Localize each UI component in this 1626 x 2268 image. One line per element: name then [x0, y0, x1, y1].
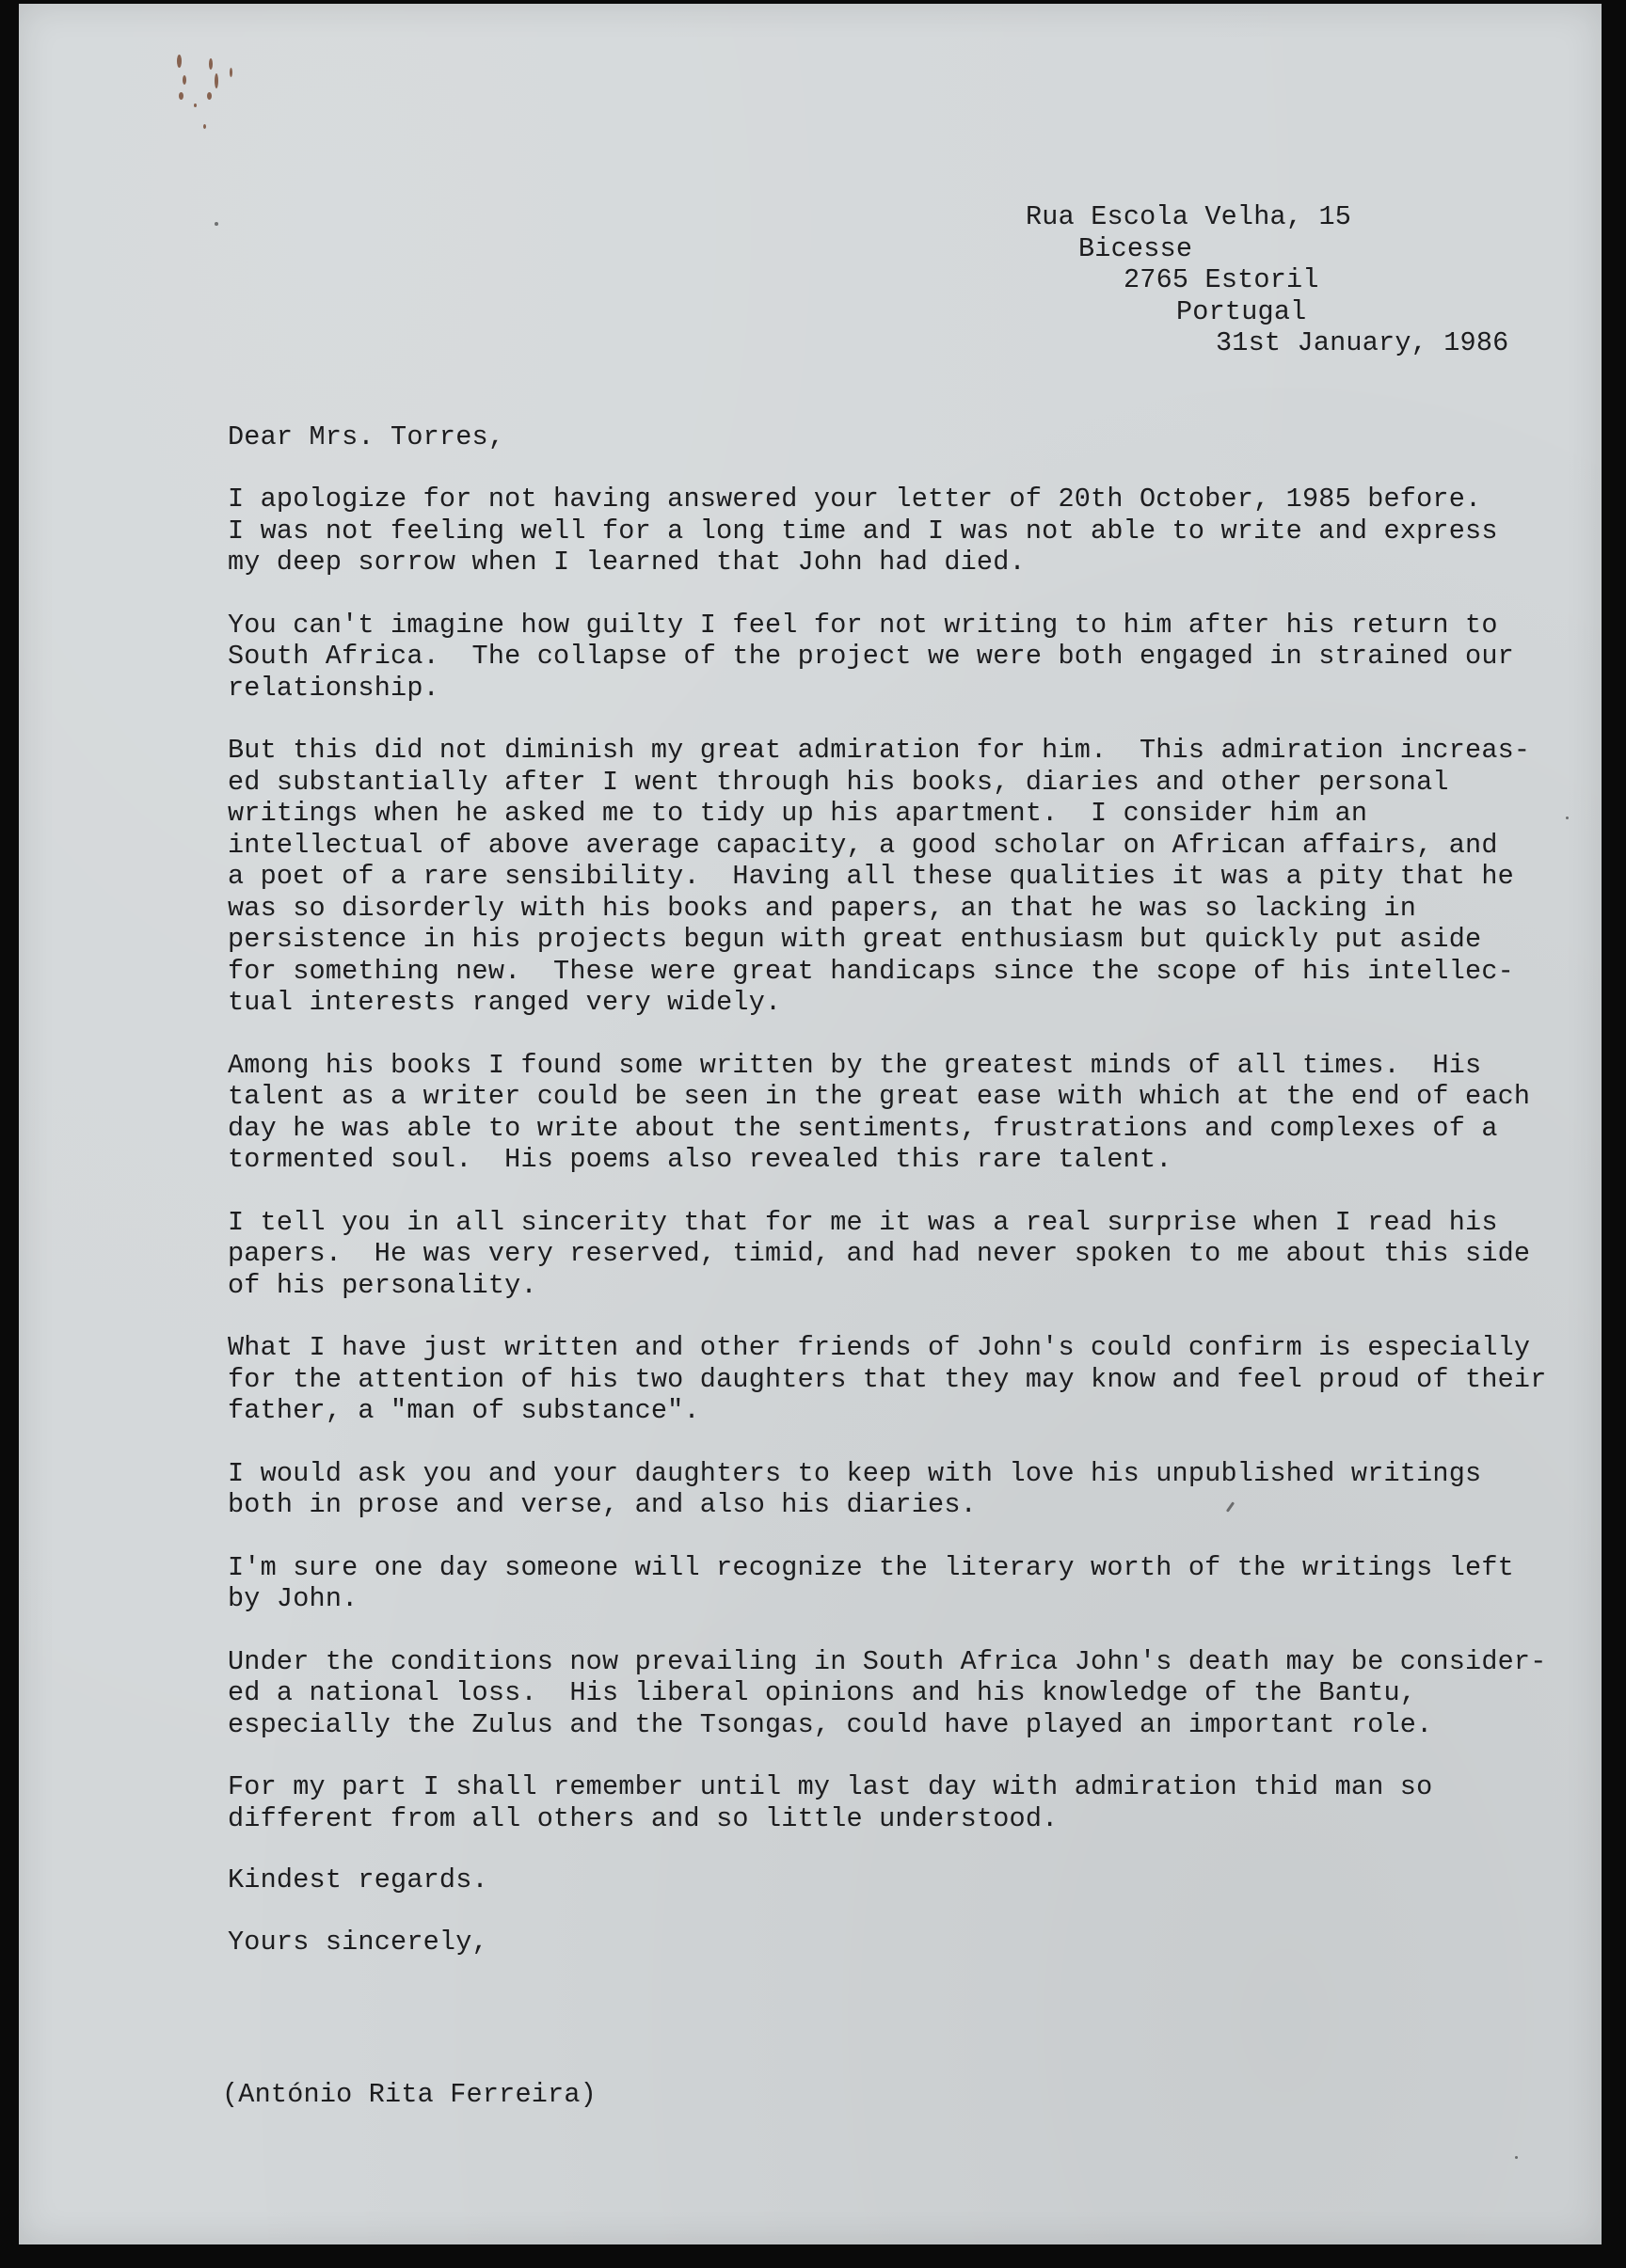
- body-line: both in prose and verse, and also his diaries.: [228, 1489, 977, 1520]
- body-line: a poet of a rare sensibility. Having all these qualities it was a pity that he: [228, 861, 1514, 892]
- body-line: especially the Zulus and the Tsongas, could have played an important role.: [228, 1708, 1433, 1740]
- body-line: South Africa. The collapse of the project we were both engaged in strained our: [228, 641, 1514, 672]
- body-line: father, a "man of substance".: [228, 1395, 700, 1426]
- body-line: relationship.: [228, 672, 439, 704]
- paper-speck: [1515, 2156, 1518, 2159]
- body-paragraph: [228, 1646, 1583, 1741]
- body-line: papers. He was very reserved, timid, and had never spoken to me about this side: [228, 1238, 1531, 1269]
- closing-sincerely: Yours sincerely,: [228, 1927, 488, 1958]
- address-locality: Bicesse: [1078, 232, 1193, 264]
- body-paragraph: [228, 1332, 1583, 1427]
- salutation: Dear Mrs. Torres,: [228, 421, 505, 452]
- body-paragraph: [228, 484, 1583, 579]
- rust-stain-marks: [169, 51, 282, 154]
- body-line: by John.: [228, 1583, 359, 1614]
- sender-address-block: [1026, 201, 1553, 359]
- body-line: For my part I shall remember until my last day with admiration thid man so: [228, 1771, 1433, 1802]
- body-line: I apologize for not having answered your letter of 20th October, 1985 before.: [228, 484, 1482, 515]
- body-line: I tell you in all sincerity that for me it was a real surprise when I read his: [228, 1206, 1498, 1238]
- letter-body: [228, 484, 1583, 1865]
- body-line: intellectual of above average capacity, a good scholar on African affairs, and: [228, 829, 1498, 861]
- body-line: for something new. These were great handicaps since the scope of his intellec-: [228, 955, 1514, 987]
- body-paragraph: [228, 1771, 1583, 1834]
- body-line: You can't imagine how guilty I feel for not writing to him after his return to: [228, 609, 1498, 641]
- body-line: writings when he asked me to tidy up his apartment. I consider him an: [228, 798, 1368, 829]
- body-line: was so disorderly with his books and papers, an that he was so lacking in: [228, 892, 1417, 924]
- body-paragraph: [228, 1552, 1583, 1615]
- body-line: tual interests ranged very widely.: [228, 987, 782, 1018]
- body-line: ed substantially after I went through his books, diaries and other personal: [228, 766, 1449, 798]
- typed-signature: (António Rita Ferreira): [222, 2079, 597, 2110]
- body-paragraph: [228, 1207, 1583, 1302]
- body-line: tormented soul. His poems also revealed this rare talent.: [228, 1144, 1172, 1175]
- body-line: different from all others and so little understood.: [228, 1802, 1059, 1834]
- letter-sheet: [19, 4, 1602, 2244]
- body-line: I would ask you and your daughters to keep with love his unpublished writings: [228, 1457, 1482, 1489]
- letter-date: 31st January, 1986: [1216, 327, 1509, 358]
- body-line: I was not feeling well for a long time and I was not able to write and express: [228, 515, 1498, 547]
- body-line: of his personality.: [228, 1269, 537, 1301]
- paper-speck: [215, 222, 218, 226]
- body-line: day he was able to write about the sentiments, frustrations and complexes of a: [228, 1112, 1498, 1144]
- body-line: for the attention of his two daughters that they may know and feel proud of their: [228, 1363, 1547, 1395]
- address-postcode-city: 2765 Estoril: [1124, 264, 1319, 295]
- address-street: Rua Escola Velha, 15: [1026, 201, 1352, 232]
- body-line: ed a national loss. His liberal opinions and his knowledge of the Bantu,: [228, 1677, 1417, 1708]
- body-paragraph: [228, 610, 1583, 705]
- body-line: my deep sorrow when I learned that John had died.: [228, 547, 1026, 578]
- body-paragraph: [228, 1050, 1583, 1176]
- body-line: talent as a writer could be seen in the great ease with which at the end of each: [228, 1081, 1531, 1112]
- body-line: Under the conditions now prevailing in South Africa John's death may be consider-: [228, 1645, 1547, 1677]
- body-paragraph: [228, 735, 1583, 1019]
- body-line: But this did not diminish my great admiration for him. This admiration increas-: [228, 735, 1531, 766]
- body-line: I'm sure one day someone will recognize the literary worth of the writings left: [228, 1551, 1514, 1583]
- body-paragraph: [228, 1458, 1583, 1521]
- closing-regards: Kindest regards.: [228, 1864, 488, 1895]
- body-line: Among his books I found some written by the greatest minds of all times. His: [228, 1049, 1482, 1081]
- address-country: Portugal: [1176, 295, 1307, 327]
- body-line: What I have just written and other friends of John's could confirm is especially: [228, 1332, 1531, 1363]
- body-line: persistence in his projects begun with great enthusiasm but quickly put aside: [228, 924, 1482, 955]
